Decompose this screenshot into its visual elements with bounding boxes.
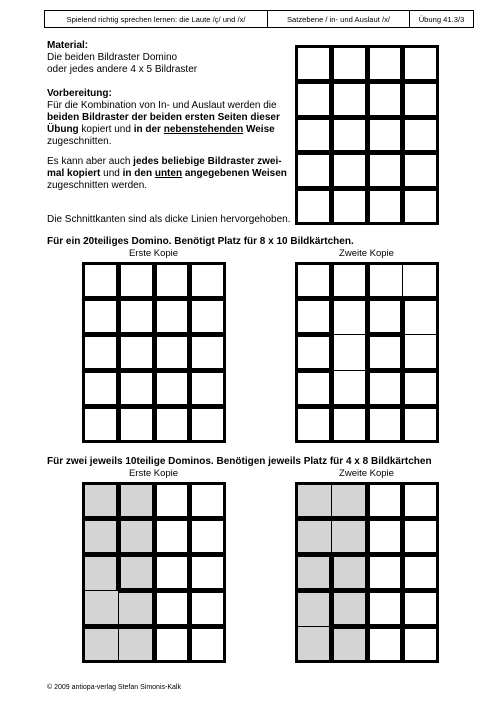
bold-jedes: jedes beliebige Bildraster zwei-	[133, 156, 282, 167]
grid-cell	[331, 81, 368, 118]
header-title: Spielend richtig sprechen lernen: die Laute /ç/ und /x/	[45, 11, 268, 27]
grid-cell	[82, 626, 119, 663]
grid-cell	[154, 554, 191, 591]
grid-cell	[367, 482, 404, 519]
grid-top-right	[295, 45, 438, 224]
grid-cell	[402, 117, 439, 154]
paragraph2-line-3: zugeschnitten werden.	[47, 180, 148, 191]
grid-cell	[295, 152, 332, 189]
grid-cell	[331, 554, 368, 591]
bold-in-den: in den	[122, 168, 155, 179]
grid-cell	[367, 298, 404, 335]
grid-cell	[331, 298, 368, 335]
underline-nebenstehenden: nebenstehenden	[163, 124, 244, 135]
grid-cell	[331, 334, 368, 371]
grid-cell	[402, 482, 439, 519]
grid-cell	[402, 518, 439, 555]
grid-cell	[189, 626, 226, 663]
vorbereitung-line-1: Für die Kombination von In- und Auslaut werden die	[47, 100, 277, 111]
material-line-1: Die beiden Bildraster Domino	[47, 52, 178, 63]
grid-cell	[402, 406, 439, 443]
grid-cell	[295, 45, 332, 82]
grid-cell	[118, 482, 155, 519]
paragraph2-line-2	[47, 168, 287, 180]
grid-cell	[295, 298, 332, 335]
grid-cell	[331, 590, 368, 627]
plain-und: und	[100, 168, 123, 179]
grid-cell	[189, 298, 226, 335]
grid-cell	[367, 518, 404, 555]
grid-cell	[402, 626, 439, 663]
material-line-2: oder jedes andere 4 x 5 Bildraster	[47, 64, 198, 75]
grid-cell	[82, 334, 119, 371]
bold-uebung: Übung	[47, 124, 79, 135]
grid-cell	[331, 262, 368, 299]
section2-first-label: Erste Kopie	[128, 468, 179, 479]
bold-angegebenen: angegebenen Weisen	[182, 168, 287, 179]
section1-second-label: Zweite Kopie	[339, 248, 394, 259]
grid-section1-second	[295, 262, 438, 442]
grid-cell	[331, 626, 368, 663]
grid-cell	[295, 334, 332, 371]
vorbereitung-title: Vorbereitung:	[47, 88, 112, 99]
section2-second-label: Zweite Kopie	[339, 468, 394, 479]
grid-cell	[118, 406, 155, 443]
grid-cell	[402, 334, 439, 371]
grid-cell	[367, 334, 404, 371]
grid-cell	[295, 117, 332, 154]
bold-in-der: in der	[133, 124, 164, 135]
grid-cell	[295, 482, 332, 519]
material-title: Material:	[47, 40, 89, 51]
grid-cell	[402, 298, 439, 335]
grid-cell	[295, 406, 332, 443]
grid-cell	[367, 370, 404, 407]
grid-cell	[118, 626, 155, 663]
grid-cell	[402, 590, 439, 627]
grid-cell	[82, 554, 119, 591]
grid-cell	[367, 590, 404, 627]
grid-cell	[189, 554, 226, 591]
grid-cell	[154, 262, 191, 299]
grid-cell	[367, 554, 404, 591]
grid-cell	[331, 406, 368, 443]
grid-cell	[82, 482, 119, 519]
grid-cell	[154, 482, 191, 519]
grid-cell	[82, 298, 119, 335]
section1-first-label: Erste Kopie	[128, 248, 179, 259]
grid-cell	[331, 370, 368, 407]
grid-cell	[154, 406, 191, 443]
grid-cell	[118, 262, 155, 299]
section2-heading: Für zwei jeweils 10teilige Dominos. Benötigen jeweils Platz für 4 x 8 Bildkärtchen	[47, 456, 432, 467]
section1-heading: Für ein 20teiliges Domino. Benötigt Platz für 8 x 10 Bildkärtchen.	[47, 236, 354, 247]
grid-cell	[189, 370, 226, 407]
grid-cell	[331, 117, 368, 154]
grid-cell	[402, 262, 439, 299]
grid-cell	[189, 518, 226, 555]
grid-cell	[295, 554, 332, 591]
header-topic: Satzebene / in- und Auslaut /x/	[268, 11, 410, 27]
grid-cell	[331, 518, 368, 555]
grid-cell	[189, 262, 226, 299]
grid-section2-first	[82, 482, 225, 662]
grid-cell	[82, 518, 119, 555]
grid-cell	[295, 518, 332, 555]
grid-cell	[154, 298, 191, 335]
bold-mal-kopiert: mal kopiert	[47, 168, 101, 179]
grid-cell	[154, 518, 191, 555]
grid-cell	[367, 626, 404, 663]
grid-cell	[367, 45, 404, 82]
grid-cell	[118, 298, 155, 335]
grid-cell	[189, 406, 226, 443]
plain-kopiert: kopiert und	[78, 124, 134, 135]
vorbereitung-line-2: beiden Bildraster der beiden ersten Seiten dieser	[47, 112, 280, 123]
grid-cell	[295, 626, 332, 663]
grid-cell	[367, 117, 404, 154]
grid-cell	[295, 262, 332, 299]
grid-section1-first	[82, 262, 225, 442]
paragraph3: Die Schnittkanten sind als dicke Linien hervorgehoben.	[47, 214, 291, 225]
grid-cell	[189, 590, 226, 627]
grid-cell	[118, 518, 155, 555]
grid-cell	[367, 262, 404, 299]
grid-cell	[295, 370, 332, 407]
grid-cell	[118, 334, 155, 371]
grid-cell	[154, 590, 191, 627]
grid-cell	[82, 262, 119, 299]
grid-cell	[118, 590, 155, 627]
grid-cell	[82, 406, 119, 443]
grid-cell	[189, 482, 226, 519]
grid-cell	[189, 334, 226, 371]
grid-cell	[402, 45, 439, 82]
grid-cell	[367, 406, 404, 443]
vorbereitung-line-3	[47, 124, 275, 136]
grid-cell	[118, 554, 155, 591]
grid-cell	[402, 81, 439, 118]
grid-cell	[367, 152, 404, 189]
grid-cell	[402, 370, 439, 407]
grid-cell	[295, 590, 332, 627]
grid-section2-second	[295, 482, 438, 662]
paragraph2-line-1	[47, 156, 282, 168]
plain-es-kann: Es kann aber auch	[47, 156, 134, 167]
grid-cell	[402, 554, 439, 591]
grid-cell	[331, 152, 368, 189]
underline-unten: unten	[154, 168, 183, 179]
grid-cell	[82, 370, 119, 407]
grid-cell	[402, 152, 439, 189]
grid-cell	[82, 590, 119, 627]
header-exercise: Übung 41.3/3	[418, 14, 465, 24]
page-header	[44, 10, 474, 28]
grid-cell	[295, 188, 332, 225]
grid-cell	[154, 626, 191, 663]
grid-cell	[331, 482, 368, 519]
grid-cell	[331, 45, 368, 82]
footer-copyright: © 2009 antiopa-verlag Stefan Simonis-Kalk	[47, 684, 181, 691]
bold-weise: Weise	[243, 124, 275, 135]
grid-cell	[367, 81, 404, 118]
grid-cell	[402, 188, 439, 225]
grid-cell	[295, 81, 332, 118]
grid-cell	[154, 370, 191, 407]
grid-cell	[367, 188, 404, 225]
grid-cell	[331, 188, 368, 225]
grid-cell	[154, 334, 191, 371]
vorbereitung-line-4: zugeschnitten.	[47, 136, 112, 147]
grid-cell	[118, 370, 155, 407]
